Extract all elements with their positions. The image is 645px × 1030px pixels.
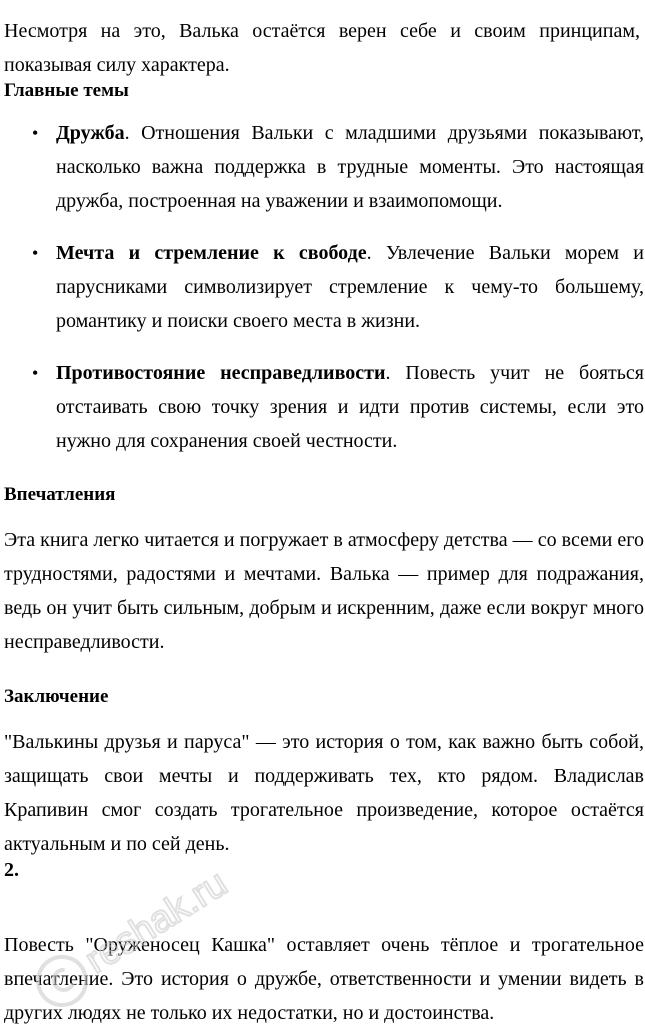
list-item <box>4 116 644 218</box>
theme-text: . Увлечение Вальки морем и парусниками символизирует стремление к чему-то большему, романтику и поиски своего места в жизни. <box>56 242 645 332</box>
bullet-icon: • <box>32 363 39 383</box>
bullet-icon: • <box>32 123 39 143</box>
section-number: 2. <box>4 859 19 881</box>
themes-heading: Главные темы <box>4 80 129 101</box>
impressions-heading: Впечатления <box>4 484 116 505</box>
theme-term: Дружба <box>56 122 125 144</box>
section2-paragraph: Повесть "Оруженосец Кашка" оставляет очень тёплое и трогательное впечатление. Это история о дружбе, ответственности и умении видеть в других людях не только их недостатки, но и достоинства. <box>4 934 644 1024</box>
theme-text: . Отношения Вальки с младшими друзьями показывают, насколько важна поддержка в трудные моменты. Это настоящая дружба, построенная на уважении и взаимопомощи. <box>56 122 644 212</box>
themes-list <box>4 116 644 458</box>
conclusion-paragraph: "Валькины друзья и паруса" — это история о том, как важно быть собой, защищать свои мечты и поддерживать тех, кто рядом. Владислав Крапивин смог создать трогательное произведение, которое остаётся актуальным и по сей день. <box>4 731 644 855</box>
intro-paragraph: Несмотря на это, Валька остаётся верен себе и своим принципам, показывая силу характера. <box>4 20 640 76</box>
list-item <box>4 356 644 458</box>
conclusion-heading: Заключение <box>4 686 109 707</box>
watermark-text: reshak.ru <box>78 862 235 982</box>
theme-term: Противостояние несправедливости <box>56 362 386 384</box>
bullet-icon: • <box>32 243 39 263</box>
impressions-paragraph: Эта книга легко читается и погружает в атмосферу детства — со всеми его трудностями, радостями и мечтами. Валька — пример для подражания, ведь он учит быть сильным, добрым и искренним, даже если вокруг много несправедливости. <box>4 529 644 653</box>
theme-term: Мечта и стремление к свободе <box>56 242 367 264</box>
theme-text: . Повесть учит не бояться отстаивать свою точку зрения и идти против системы, если это нужно для сохранения своей честности. <box>56 362 644 452</box>
list-item <box>4 236 644 338</box>
